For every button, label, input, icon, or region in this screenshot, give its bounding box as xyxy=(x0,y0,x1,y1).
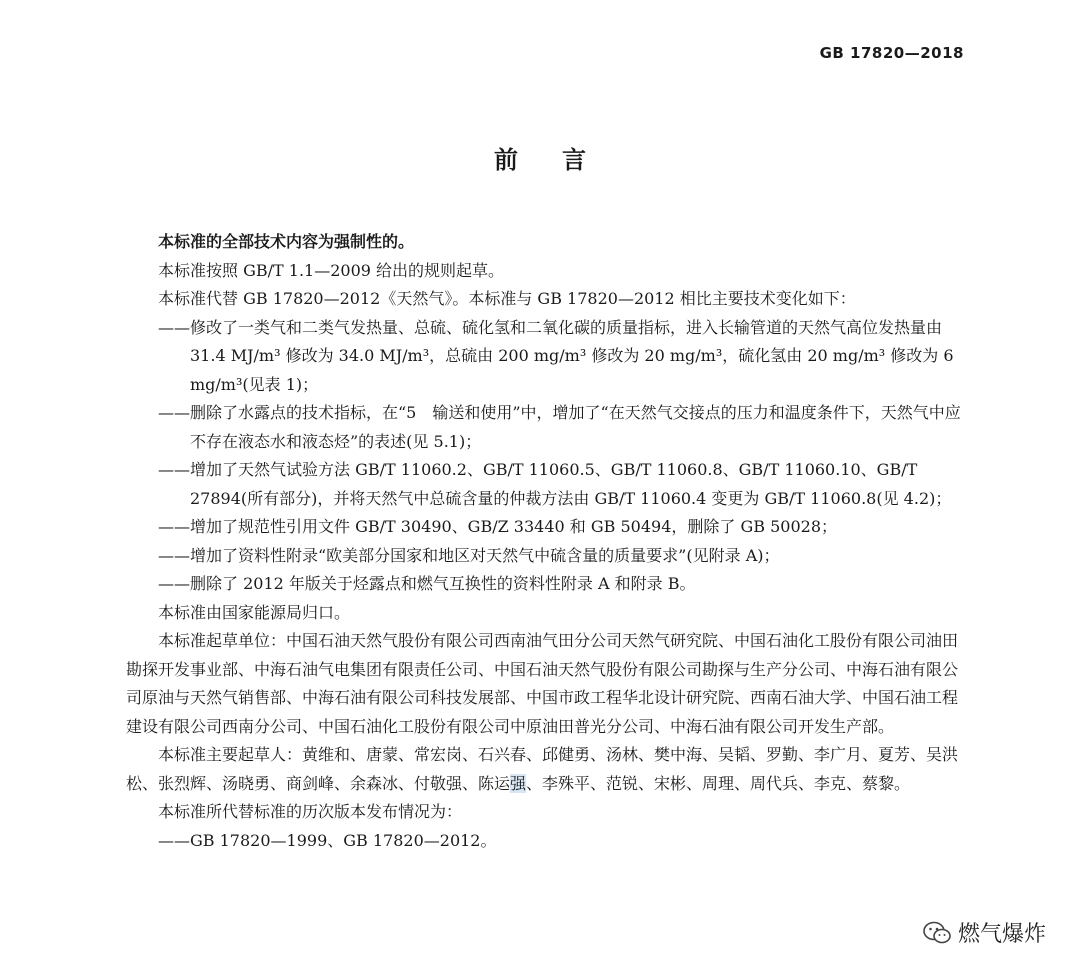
selected-text[interactable]: 强 xyxy=(510,773,527,793)
change-item: ——增加了规范性引用文件 GB/T 30490、GB/Z 33440 和 GB 50494，删除了 GB 50028； xyxy=(158,517,838,536)
change-item: ——修改了一类气和二类气发热量、总硫、硫化氢和二氧化碳的质量指标，进入长输管道的天然气高位发热量由 31.4 MJ/m³ 修改为 34.0 MJ/m³，总硫由 200 mg/m³ 修改为 20 mg/m³，硫化氢由 20 mg/m³ 修改为 6 mg/m³(见表 1)； xyxy=(158,317,954,394)
standard-code: GB 17820—2018 xyxy=(819,44,964,62)
document-body xyxy=(126,228,968,855)
page-title: 前言 xyxy=(494,146,630,174)
wechat-icon xyxy=(922,920,952,946)
drafting-rules-paragraph: 本标准按照 GB/T 1.1—2009 给出的规则起草。 xyxy=(158,260,505,280)
drafters-text: 本标准主要起草人：黄维和、唐蒙、常宏岗、石兴春、邱健勇、汤林、樊中海、吴韬、罗勤、李广月、夏芳、吴洪松、张烈辉、汤晓勇、商剑峰、余森冰、付敬强、陈运 xyxy=(126,745,959,793)
drafting-units-paragraph: 本标准起草单位：中国石油天然气股份有限公司西南油气田分公司天然气研究院、中国石油化工股份有限公司油田勘探开发事业部、中海石油气电集团有限责任公司、中国石油天然气股份有限公司勘探与生产分公司、中海石油有限公司原油与天然气销售部、中海石油有限公司科技发展部、中国市政工程华北设计研究院、西南石油大学、中国石油工程建设有限公司西南分公司、中国石油化工股份有限公司中原油田普光分公司、中海石油有限公司开发生产部。 xyxy=(126,631,959,736)
history-versions: ——GB 17820—1999、GB 17820—2012。 xyxy=(158,830,497,850)
change-item: ——增加了天然气试验方法 GB/T 11060.2、GB/T 11060.5、GB/T 11060.8、GB/T 11060.10、GB/T 27894(所有部分)，并将天然气中总硫含量的仲裁方法由 GB/T 11060.4 变更为 GB/T 11060.8(见 4.2)； xyxy=(158,460,952,508)
watermark xyxy=(922,917,1046,948)
mandatory-statement: 本标准的全部技术内容为强制性的。 xyxy=(158,232,415,251)
change-item: ——增加了资料性附录“欧美部分国家和地区对天然气中硫含量的质量要求”(见附录 A)； xyxy=(158,545,780,565)
change-item: ——删除了水露点的技术指标，在“5 输送和使用”中，增加了“在天然气交接点的压力和温度条件下，天然气中应不存在液态水和液态烃”的表述(见 5.1)； xyxy=(158,403,961,451)
history-paragraph: 本标准所代替标准的历次版本发布情况为： xyxy=(158,802,463,821)
replacement-paragraph: 本标准代替 GB 17820—2012《天然气》。本标准与 GB 17820—2012 相比主要技术变化如下： xyxy=(158,289,856,308)
drafters-text-end: 、李殊平、范锐、宋彬、周理、周代兵、李克、蔡黎。 xyxy=(526,773,911,793)
watermark-text: 燃气爆炸 xyxy=(957,922,1046,947)
change-item: ——删除了 2012 年版关于烃露点和燃气互换性的资料性附录 A 和附录 B。 xyxy=(158,574,696,593)
administration-paragraph: 本标准由国家能源局归口。 xyxy=(158,602,351,622)
drafters-paragraph xyxy=(126,741,968,798)
